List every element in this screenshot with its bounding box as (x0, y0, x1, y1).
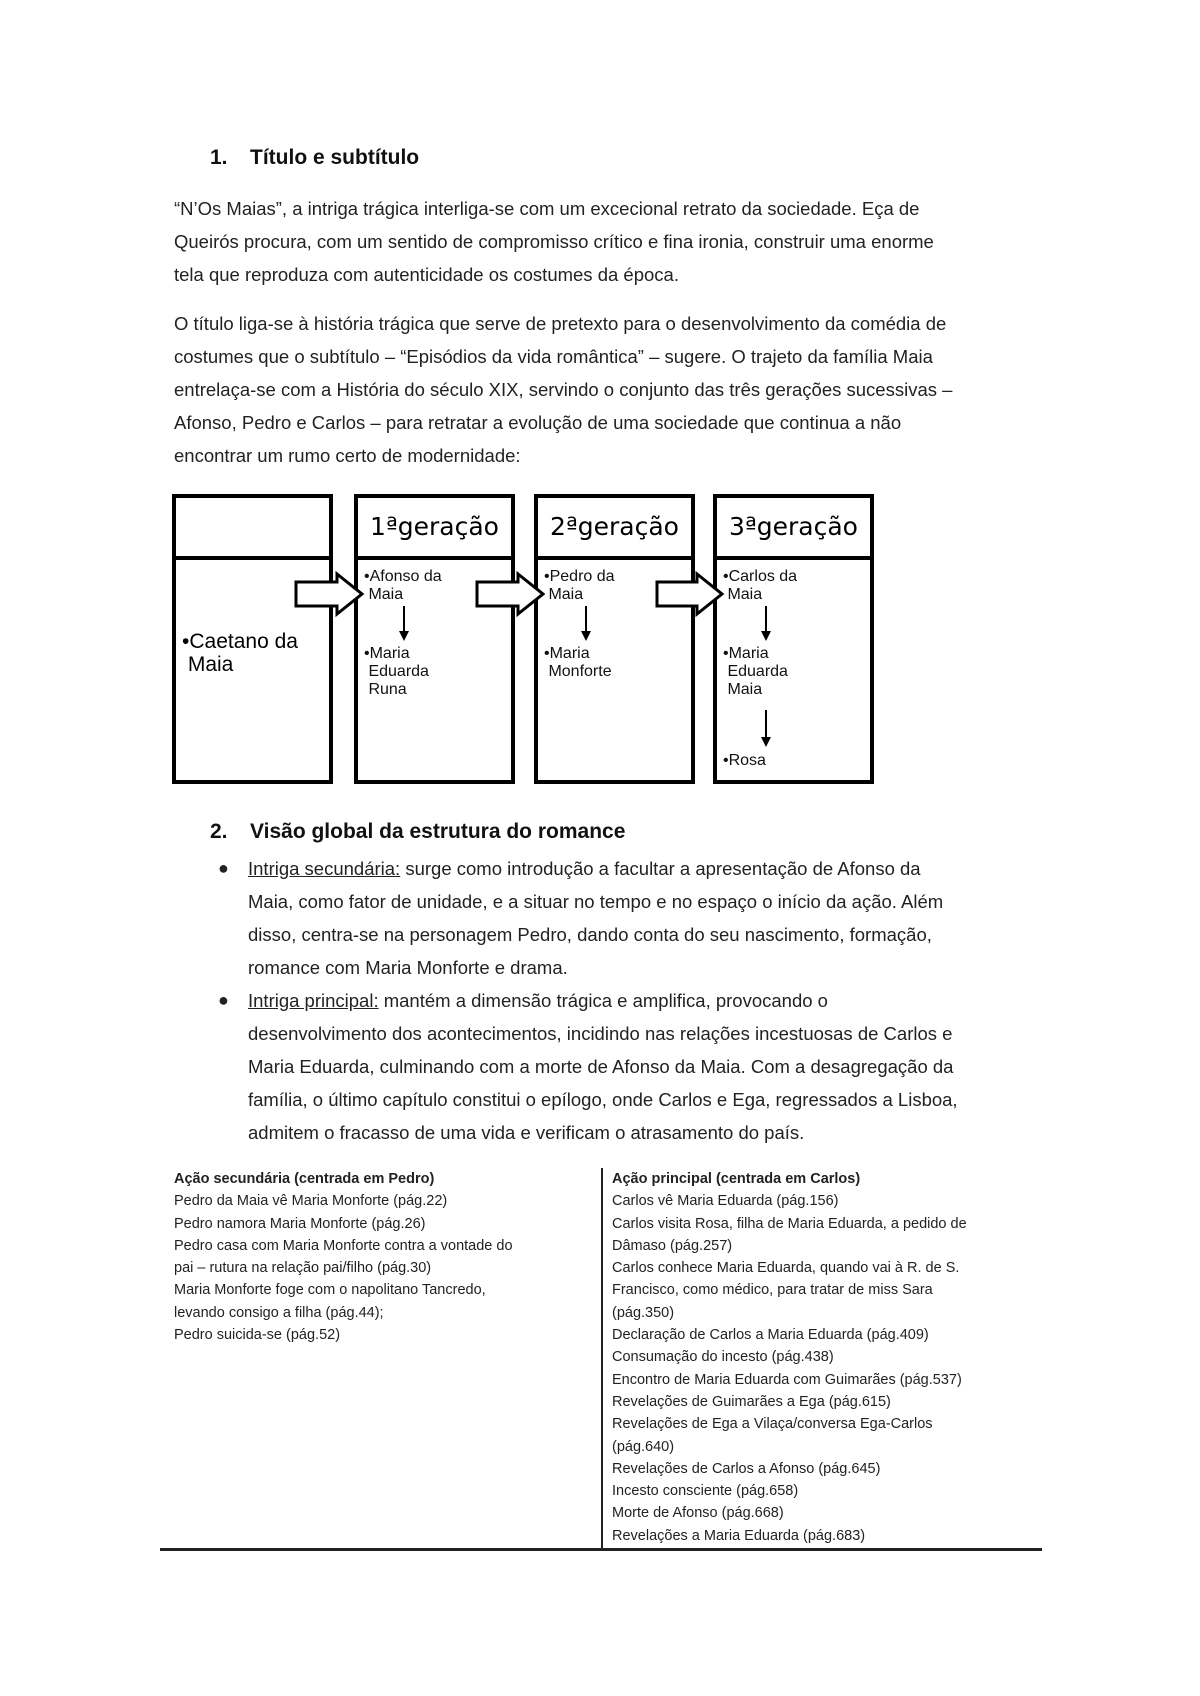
actions-table (160, 1168, 1042, 1556)
right-arrow-icon (296, 574, 362, 614)
table-row: Carlos vê Maria Eduarda (pág.156) (612, 1193, 839, 1210)
diagram-entry: •Afonso da Maia (364, 568, 442, 603)
table-row: Encontro de Maria Eduarda com Guimarães (pág.537) (612, 1371, 962, 1388)
text-line: encontrar um rumo certo de modernidade: (174, 445, 521, 466)
diagram-entry: •Rosa (723, 752, 766, 769)
table-row: pai – rutura na relação pai/filho (pág.30) (174, 1260, 432, 1277)
text-line (248, 852, 1054, 885)
section-2-number: 2. (210, 820, 228, 843)
table-row: Revelações a Maria Eduarda (pág.683) (612, 1527, 866, 1544)
text-line: admitem o fracasso de uma vida e verificam o atrasamento do país. (248, 1122, 805, 1143)
table-column-main-action (612, 1168, 1042, 1547)
down-arrow-icon (581, 606, 591, 641)
section-1-heading (210, 146, 419, 170)
bullet-text: mantém a dimensão trágica e amplifica, provocando o (378, 990, 828, 1011)
diagram-entry: •Maria Eduarda Runa (364, 645, 429, 698)
bullet-text: surge como introdução a facultar a apresentação de Afonso da (400, 858, 921, 879)
diagram-entry: •Pedro da Maia (544, 568, 615, 603)
column-header: 2ªgeração (538, 498, 691, 560)
diagram-entry: •Maria Monforte (544, 645, 612, 680)
table-row: Carlos conhece Maria Eduarda, quando vai à R. de S. (612, 1260, 960, 1277)
bullet-icon: ● (218, 858, 229, 878)
text-line: tela que reproduza com autenticidade os costumes da época. (174, 264, 679, 285)
section-1-paragraph-2 (174, 307, 1036, 472)
text-line: Maria Eduarda, culminando com a morte de Afonso da Maia. Com a desagregação da (248, 1056, 954, 1077)
diagram-arrows (172, 494, 892, 794)
text-line (248, 984, 1054, 1017)
table-row: Revelações de Carlos a Afonso (pág.645) (612, 1460, 881, 1477)
column-title: Ação principal (centrada em Carlos) (612, 1171, 861, 1187)
column-header: 3ªgeração (717, 498, 870, 560)
table-column-divider (601, 1168, 603, 1548)
down-arrow-icon (399, 606, 409, 641)
section-1-title: Título e subtítulo (250, 146, 420, 169)
table-row: Maria Monforte foge com o napolitano Tancredo, (174, 1282, 486, 1299)
generations-diagram (172, 494, 892, 794)
text-line: costumes que o subtítulo – “Episódios da vida romântica” – sugere. O trajeto da família Maia (174, 346, 933, 367)
table-row: Morte de Afonso (pág.668) (612, 1505, 784, 1522)
diagram-entry: •Maria Eduarda Maia (723, 645, 788, 698)
section-1-number: 1. (210, 146, 228, 169)
table-row: Dâmaso (pág.257) (612, 1237, 733, 1254)
table-row: Pedro suicida-se (pág.52) (174, 1327, 341, 1344)
table-row: Incesto consciente (pág.658) (612, 1483, 799, 1500)
text-line: entrelaça-se com a História do século XIX, servindo o conjunto das três gerações sucessivas – (174, 379, 953, 400)
table-row: Carlos visita Rosa, filha de Maria Eduarda, a pedido de (612, 1215, 967, 1232)
bullet-item-secondary-plot (174, 852, 1054, 984)
table-row: Declaração de Carlos a Maria Eduarda (pág.409) (612, 1327, 929, 1344)
right-arrow-icon (657, 574, 722, 614)
text-line: Queirós procura, com um sentido de compromisso crítico e fina ironia, construir uma enorme (174, 231, 934, 252)
table-bottom-rule (160, 1548, 1042, 1551)
bullet-label: Intriga secundária: (248, 858, 401, 879)
text-line: Afonso, Pedro e Carlos – para retratar a evolução de uma sociedade que continua a não (174, 412, 902, 433)
table-row: Revelações de Ega a Vilaça/conversa Ega-Carlos (612, 1416, 933, 1433)
table-column-secondary-action (174, 1168, 594, 1346)
diagram-entry: •Carlos da Maia (723, 568, 798, 603)
section-2-heading (210, 820, 625, 844)
bullet-icon: ● (218, 990, 229, 1010)
column-title: Ação secundária (centrada em Pedro) (174, 1171, 435, 1187)
column-header: 1ªgeração (358, 498, 511, 560)
text-line: romance com Maria Monforte e drama. (248, 957, 568, 978)
structure-bullet-list (174, 852, 1054, 1149)
down-arrow-icon (761, 606, 771, 641)
text-line: disso, centra-se na personagem Pedro, dando conta do seu nascimento, formação, (248, 924, 932, 945)
table-row: Francisco, como médico, para tratar de miss Sara (612, 1282, 933, 1299)
text-line: desenvolvimento dos acontecimentos, incidindo nas relações incestuosas de Carlos e (248, 1023, 953, 1044)
down-arrow-icon (761, 710, 771, 747)
table-row: Pedro casa com Maria Monforte contra a vontade do (174, 1237, 513, 1254)
bullet-label: Intriga principal: (248, 990, 379, 1011)
section-2-title: Visão global da estrutura do romance (250, 820, 626, 843)
right-arrow-icon (477, 574, 543, 614)
diagram-entry: •Caetano da Maia (182, 630, 298, 676)
table-row: Pedro da Maia vê Maria Monforte (pág.22) (174, 1193, 448, 1210)
table-row: (pág.350) (612, 1304, 675, 1321)
table-row: (pág.640) (612, 1438, 675, 1455)
table-row: Revelações de Guimarães a Ega (pág.615) (612, 1393, 891, 1410)
table-row: levando consigo a filha (pág.44); (174, 1304, 384, 1321)
text-line: “N’Os Maias”, a intriga trágica interliga-se com um excecional retrato da sociedade. Eça de (174, 198, 920, 219)
table-row: Pedro namora Maria Monforte (pág.26) (174, 1215, 426, 1232)
table-row: Consumação do incesto (pág.438) (612, 1349, 834, 1366)
section-1-paragraph-1 (174, 192, 1036, 291)
text-line: O título liga-se à história trágica que serve de pretexto para o desenvolvimento da comédia de (174, 313, 947, 334)
text-line: Maia, como fator de unidade, e a situar no tempo e no espaço o início da ação. Além (248, 891, 944, 912)
bullet-item-main-plot (174, 984, 1054, 1149)
text-line: família, o último capítulo constitui o epílogo, onde Carlos e Ega, regressados a Lisboa, (248, 1089, 958, 1110)
